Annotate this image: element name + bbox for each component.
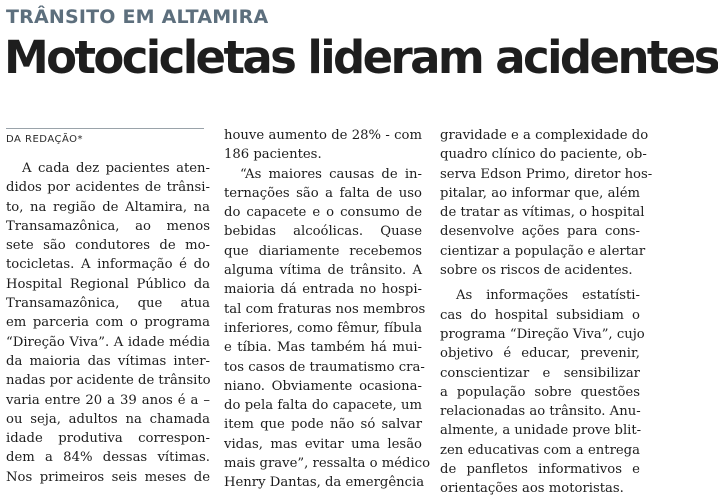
- text-line: houve aumento de 28% - com: [224, 128, 422, 143]
- text-line: ou seja, adultos na chamada: [6, 411, 210, 427]
- text-line: Henry Dantas, da emergência: [224, 475, 425, 491]
- text-line: relacionadas ao trânsito. Anu-: [440, 404, 641, 420]
- text-line: de panfletos informativos e: [440, 462, 640, 478]
- text-line: Nos primeiros seis meses de: [6, 469, 210, 485]
- text-line: almente, a unidade prove blit-: [440, 423, 642, 439]
- text-line: item que pode não só salvar: [224, 417, 422, 433]
- text-line: ternações são a falta de uso: [224, 185, 422, 201]
- text-line: As informações estatísti-: [456, 288, 640, 304]
- text-line: vidas, mas evitar uma lesão: [224, 436, 422, 452]
- text-line: programa “Direção Viva”, cujo: [440, 326, 645, 342]
- text-line: serva Edson Primo, diretor hos-: [440, 166, 653, 182]
- article-column-2: [224, 126, 431, 493]
- text-line: A cada dez pacientes aten-: [22, 161, 210, 176]
- text-line: dem a 84% dessas vítimas.: [6, 450, 210, 466]
- text-line: mais grave”, ressalta o médico: [224, 456, 431, 472]
- text-line: bebidas alcoólicas. Quase: [224, 224, 422, 240]
- text-line: cas do hospital subsidiam o: [440, 307, 640, 323]
- text-line: do capacete e o consumo de: [224, 205, 422, 221]
- text-line: do pela falta do capacete, um: [224, 398, 422, 414]
- headline: Motocicletas lideram acidentes: [4, 31, 718, 84]
- text-line: varia entre 20 a 39 anos é a –: [6, 392, 210, 408]
- text-line: “Direção Viva”. A idade média: [6, 334, 210, 350]
- text-line: Transamazônica, que atua: [6, 296, 210, 312]
- text-line: conscientizar e sensibilizar: [440, 365, 640, 381]
- text-line: e tíbia. Mas também há mui-: [224, 340, 422, 356]
- text-line: tos casos de traumatismo cra-: [224, 359, 425, 375]
- text-line: alguma vítima de trânsito. A: [224, 263, 422, 279]
- section-kicker: TRÂNSITO EM ALTAMIRA: [6, 6, 269, 28]
- text-line: didos por acidentes de trânsi-: [6, 180, 210, 196]
- text-line: a população sobre questões: [440, 384, 640, 400]
- text-line: quadro clínico do paciente, ob-: [440, 147, 647, 163]
- byline: DA REDAÇÃO*: [6, 128, 204, 145]
- article-column-3: [440, 126, 653, 499]
- text-line: to, na região de Altamira, na: [6, 199, 210, 215]
- text-line: em parceria com o programa: [6, 315, 210, 331]
- text-line: “As maiores causas de in-: [240, 166, 422, 182]
- text-line: de tratar as vítimas, o hospital: [440, 205, 645, 221]
- text-line: maioria dá entrada no hospi-: [224, 282, 422, 298]
- text-line: tocicletas. A informação é do: [6, 257, 210, 273]
- text-line: Transamazônica, ao menos: [6, 218, 210, 234]
- text-line: 186 pacientes.: [224, 147, 322, 163]
- text-line: sobre os riscos de acidentes.: [440, 263, 633, 279]
- text-line: cientizar a população e alertar: [440, 243, 646, 259]
- text-line: orientações aos motoristas.: [440, 481, 624, 497]
- text-line: da maioria das vítimas inter-: [6, 353, 210, 369]
- text-line: sete são condutores de mo-: [6, 238, 210, 254]
- article-column-1: [6, 159, 210, 487]
- text-line: objetivo é educar, prevenir,: [440, 346, 640, 362]
- text-line: tal com fraturas nos membros: [224, 301, 426, 317]
- text-line: inferiores, como fêmur, fíbula: [224, 320, 423, 336]
- text-line: nadas por acidente de trânsito: [6, 373, 211, 389]
- text-line: zen educativas com a entrega: [440, 442, 640, 458]
- text-line: que diariamente recebemos: [224, 243, 422, 259]
- text-line: niano. Obviamente ocasiona-: [224, 378, 422, 394]
- text-line: desenvolve ações para cons-: [440, 224, 640, 240]
- text-line: pitalar, ao informar que, além: [440, 185, 640, 201]
- text-line: idade produtiva correspon-: [6, 431, 210, 447]
- text-line: gravidade e a complexidade do: [440, 128, 649, 143]
- text-line: Hospital Regional Público da: [6, 276, 210, 292]
